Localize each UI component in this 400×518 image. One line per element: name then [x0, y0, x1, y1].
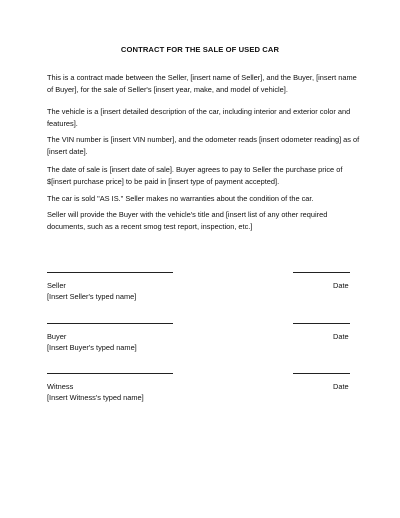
paragraph-vehicle-description: The vehicle is a [insert detailed description of the car, including interior and exterior color and features].: [47, 107, 351, 128]
paragraph-documents: Seller will provide the Buyer with the vehicle's title and [insert list of any other required documents, such as a recent smog test report, inspection, etc.]: [47, 210, 328, 231]
seller-typed-name: [Insert Seller's typed name]: [47, 292, 137, 301]
witness-date-label: Date: [333, 382, 349, 391]
buyer-typed-name: [Insert Buyer's typed name]: [47, 343, 137, 352]
buyer-role-label: Buyer: [47, 332, 67, 341]
paragraph-as-is: The car is sold "AS IS." Seller makes no warranties about the condition of the car.: [47, 194, 314, 203]
witness-date-line: [293, 373, 350, 374]
seller-date-line: [293, 272, 350, 273]
paragraph-parties: This is a contract made between the Seller, [insert name of Seller], and the Buyer, [insert name of Buyer], for the sale of Seller's [insert year, make, and model of vehicle].: [47, 73, 357, 94]
paragraph-vin-odometer: The VIN number is [insert VIN number], and the odometer reads [insert odometer reading] as of [insert date].: [47, 135, 360, 156]
buyer-date-line: [293, 323, 350, 324]
seller-signature-line: [47, 272, 173, 273]
seller-date-label: Date: [333, 281, 349, 290]
document-title: CONTRACT FOR THE SALE OF USED CAR: [120, 45, 280, 54]
seller-role-label: Seller: [47, 281, 66, 290]
witness-role-label: Witness: [47, 382, 74, 391]
witness-signature-line: [47, 373, 173, 374]
paragraph-sale-terms: The date of sale is [insert date of sale]. Buyer agrees to pay to Seller the purchase price of $[insert purchase price] to be paid in [insert type of payment accepted].: [47, 165, 343, 186]
buyer-signature-line: [47, 323, 173, 324]
buyer-date-label: Date: [333, 332, 349, 341]
witness-typed-name: [Insert Witness's typed name]: [47, 393, 144, 402]
